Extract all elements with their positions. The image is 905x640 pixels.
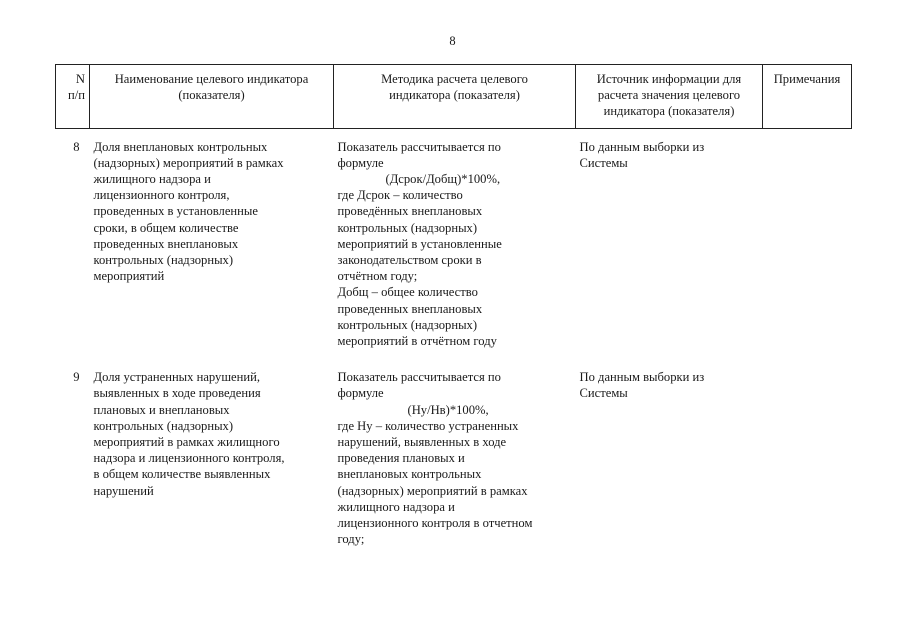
text-line: мероприятий в рамках жилищного	[93, 435, 280, 450]
header-text-line: индикатора (показателя)	[389, 88, 520, 103]
text-line: нарушений	[93, 483, 154, 498]
text-line: внеплановых контрольных	[337, 467, 482, 482]
row-number: 8	[73, 139, 80, 154]
text-line: мероприятий	[93, 269, 165, 284]
text-line: проведенных внеплановых	[337, 301, 483, 316]
text-line: Системы	[579, 386, 628, 401]
formula: (Дсрок/Добщ)*100%,	[385, 172, 501, 187]
header-text-line: Методика расчета целевого	[381, 72, 528, 86]
text-line: формуле	[337, 386, 384, 401]
text-line: проведенных в установленные	[93, 204, 258, 219]
header-text-line: индикатора (показателя)	[603, 104, 735, 119]
text-line: контрольных (надзорных)	[337, 220, 478, 235]
text-line: Доля устраненных нарушений,	[93, 370, 261, 385]
text-line: лицензионного контроля в отчетном	[337, 516, 533, 531]
header-text-line: N	[75, 72, 85, 86]
header-calculation-method	[334, 65, 576, 129]
text-line: где Дсрок – количество	[337, 188, 463, 203]
text-line: проведенных внеплановых	[93, 236, 239, 251]
text-line: проведения плановых и	[337, 451, 465, 466]
text-line: Добщ – общее количество	[337, 285, 478, 300]
indicator-name-cell	[90, 128, 334, 359]
header-information-source	[576, 65, 763, 129]
header-number	[56, 65, 90, 129]
text-line: жилищного надзора и	[93, 172, 211, 187]
text-line: По данным выборки из	[579, 139, 705, 154]
row-number: 9	[73, 370, 80, 385]
header-text-line: расчета значения целевого	[597, 88, 741, 103]
text-line: Доля внеплановых контрольных	[93, 139, 268, 154]
text-line: надзора и лицензионного контроля,	[93, 451, 285, 466]
text-line: жилищного надзора и	[337, 499, 455, 514]
header-text-line: Наименование целевого индикатора	[114, 72, 309, 86]
table-row	[56, 128, 852, 359]
table-row	[56, 359, 852, 557]
calculation-method-cell	[334, 359, 576, 557]
text-line: контрольных (надзорных)	[93, 253, 234, 268]
header-text-line: Источник информации для	[596, 72, 742, 86]
notes-cell	[763, 128, 852, 359]
text-line: лицензионного контроля,	[93, 188, 230, 203]
information-source-cell	[576, 128, 763, 359]
indicator-name-cell	[90, 359, 334, 557]
formula: (Ну/Нв)*100%,	[407, 402, 489, 417]
text-line: нарушений, выявленных в ходе	[337, 435, 507, 450]
calculation-method-cell	[334, 128, 576, 359]
information-source-cell	[576, 359, 763, 557]
text-line: контрольных (надзорных)	[337, 317, 478, 332]
indicators-table	[55, 64, 852, 557]
table-header-row	[56, 65, 852, 129]
page-number: 8	[449, 34, 456, 48]
notes-cell	[763, 359, 852, 557]
text-line: в общем количестве выявленных	[93, 467, 271, 482]
text-line: году;	[337, 532, 365, 547]
text-line: сроки, в общем количестве	[93, 220, 239, 235]
text-line: проведённых внеплановых	[337, 204, 483, 219]
text-line: контрольных (надзорных)	[93, 418, 234, 433]
text-line: (надзорных) мероприятий в рамках	[337, 483, 528, 498]
text-line: Показатель рассчитывается по	[337, 370, 501, 385]
text-line: Системы	[579, 155, 628, 170]
text-line: Показатель рассчитывается по	[337, 139, 501, 154]
text-line: формуле	[337, 155, 384, 170]
text-line: мероприятий в отчётном году	[337, 334, 497, 349]
header-notes	[763, 65, 852, 129]
text-line: (надзорных) мероприятий в рамках	[93, 155, 284, 170]
header-text-line: (показателя)	[178, 88, 245, 103]
header-text-line: Примечания	[773, 72, 841, 86]
text-line: где Ну – количество устраненных	[337, 418, 519, 433]
text-line: плановых и внеплановых	[93, 402, 230, 417]
text-line: мероприятий в установленные	[337, 236, 502, 251]
text-line: По данным выборки из	[579, 370, 705, 385]
text-line: законодательством сроки в	[337, 253, 482, 268]
header-text-line: п/п	[68, 88, 85, 103]
text-line: отчётном году;	[337, 269, 418, 284]
header-indicator-name	[90, 65, 334, 129]
text-line: выявленных в ходе проведения	[93, 386, 261, 401]
